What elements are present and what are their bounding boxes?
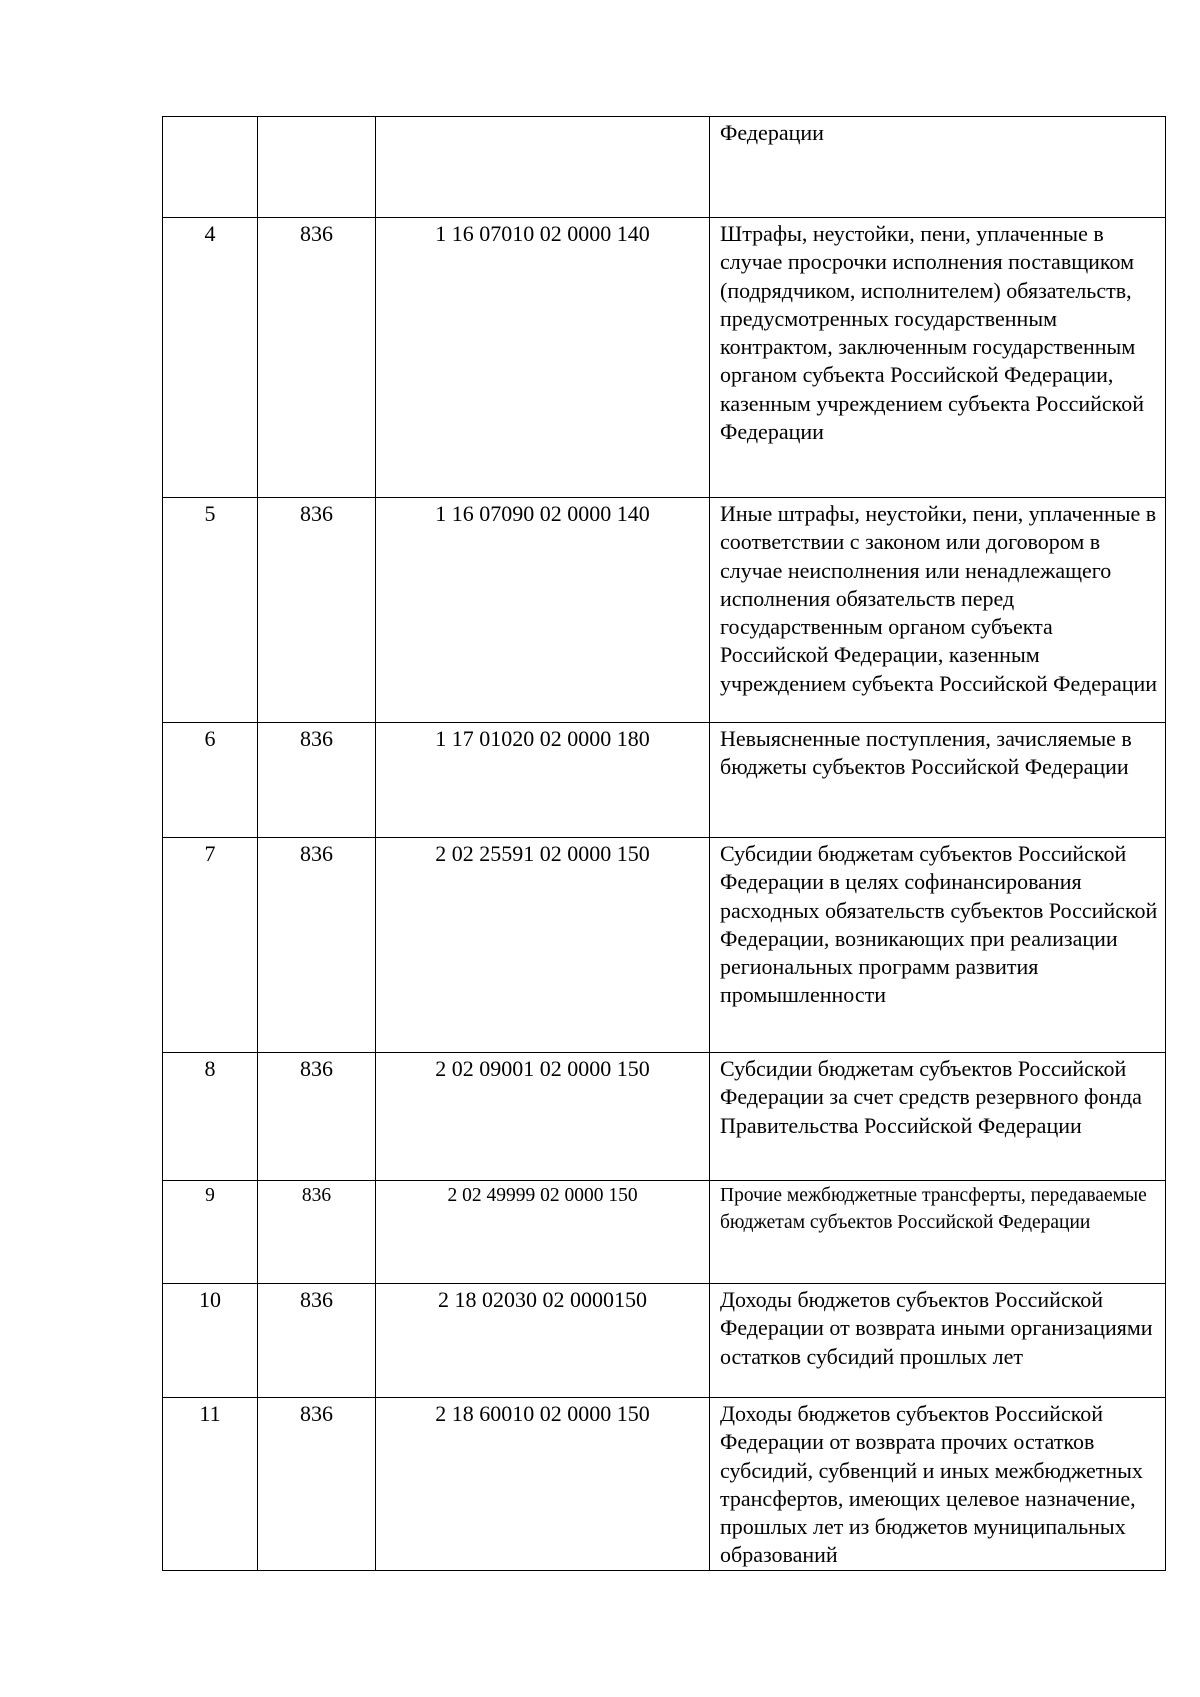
row-number: 8 [163,1053,258,1181]
revenue-description: Субсидии бюджетам субъектов Российской Федерации за счет средств резервного фонда Правительства Российской Федерации [710,1053,1166,1181]
revenue-description: Федерации [710,117,1166,218]
admin-code: 836 [258,838,376,1053]
budget-classification-code: 1 16 07090 02 0000 140 [376,498,710,723]
admin-code: 836 [258,1284,376,1398]
row-number: 5 [163,498,258,723]
admin-code: 836 [258,1181,376,1284]
table-row [163,723,1166,838]
budget-classification-code: 2 18 02030 02 0000150 [376,1284,710,1398]
budget-classification-code: 2 02 49999 02 0000 150 [376,1181,710,1284]
table-row [163,498,1166,723]
revenue-description: Доходы бюджетов субъектов Российской Федерации от возврата прочих остатков субсидий, субвенций и иных межбюджетных трансфертов, имеющих целевое назначение, прошлых лет из бюджетов муниципальных образований [710,1398,1166,1571]
table-row [163,838,1166,1053]
budget-classification-code: 2 02 25591 02 0000 150 [376,838,710,1053]
revenue-description: Прочие межбюджетные трансферты, передаваемые бюджетам субъектов Российской Федерации [710,1181,1166,1284]
admin-code: 836 [258,498,376,723]
table-row [163,1053,1166,1181]
budget-classification-code: 2 18 60010 02 0000 150 [376,1398,710,1571]
admin-code [258,117,376,218]
row-number: 7 [163,838,258,1053]
row-number: 6 [163,723,258,838]
budget-classification-code: 1 17 01020 02 0000 180 [376,723,710,838]
revenue-description: Штрафы, неустойки, пени, уплаченные в случае просрочки исполнения поставщиком (подрядчиком, исполнителем) обязательств, предусмотренных государственным контрактом, заключенным государственным органом субъекта Российской Федерации, казенным учреждением субъекта Российской Федерации [710,218,1166,498]
table-row [163,1398,1166,1571]
budget-classification-code: 1 16 07010 02 0000 140 [376,218,710,498]
table-row [163,1181,1166,1284]
admin-code: 836 [258,1053,376,1181]
admin-code: 836 [258,218,376,498]
admin-code: 836 [258,723,376,838]
table-row [163,1284,1166,1398]
admin-code: 836 [258,1398,376,1571]
row-number [163,117,258,218]
table-row [163,218,1166,498]
revenue-description: Субсидии бюджетам субъектов Российской Федерации в целях софинансирования расходных обязательств субъектов Российской Федерации, возникающих при реализации региональных программ развития промышленности [710,838,1166,1053]
row-number: 9 [163,1181,258,1284]
row-number: 10 [163,1284,258,1398]
budget-classification-code [376,117,710,218]
revenue-description: Доходы бюджетов субъектов Российской Федерации от возврата иными организациями остатков субсидий прошлых лет [710,1284,1166,1398]
revenue-description: Невыясненные поступления, зачисляемые в бюджеты субъектов Российской Федерации [710,723,1166,838]
revenue-codes-table [162,116,1166,1571]
row-number: 11 [163,1398,258,1571]
budget-classification-code: 2 02 09001 02 0000 150 [376,1053,710,1181]
row-number: 4 [163,218,258,498]
table-row [163,117,1166,218]
revenue-description: Иные штрафы, неустойки, пени, уплаченные в соответствии с законом или договором в случае неисполнения или ненадлежащего исполнения обязательств перед государственным органом субъекта Российской Федерации, казенным учреждением субъекта Российской Федерации [710,498,1166,723]
